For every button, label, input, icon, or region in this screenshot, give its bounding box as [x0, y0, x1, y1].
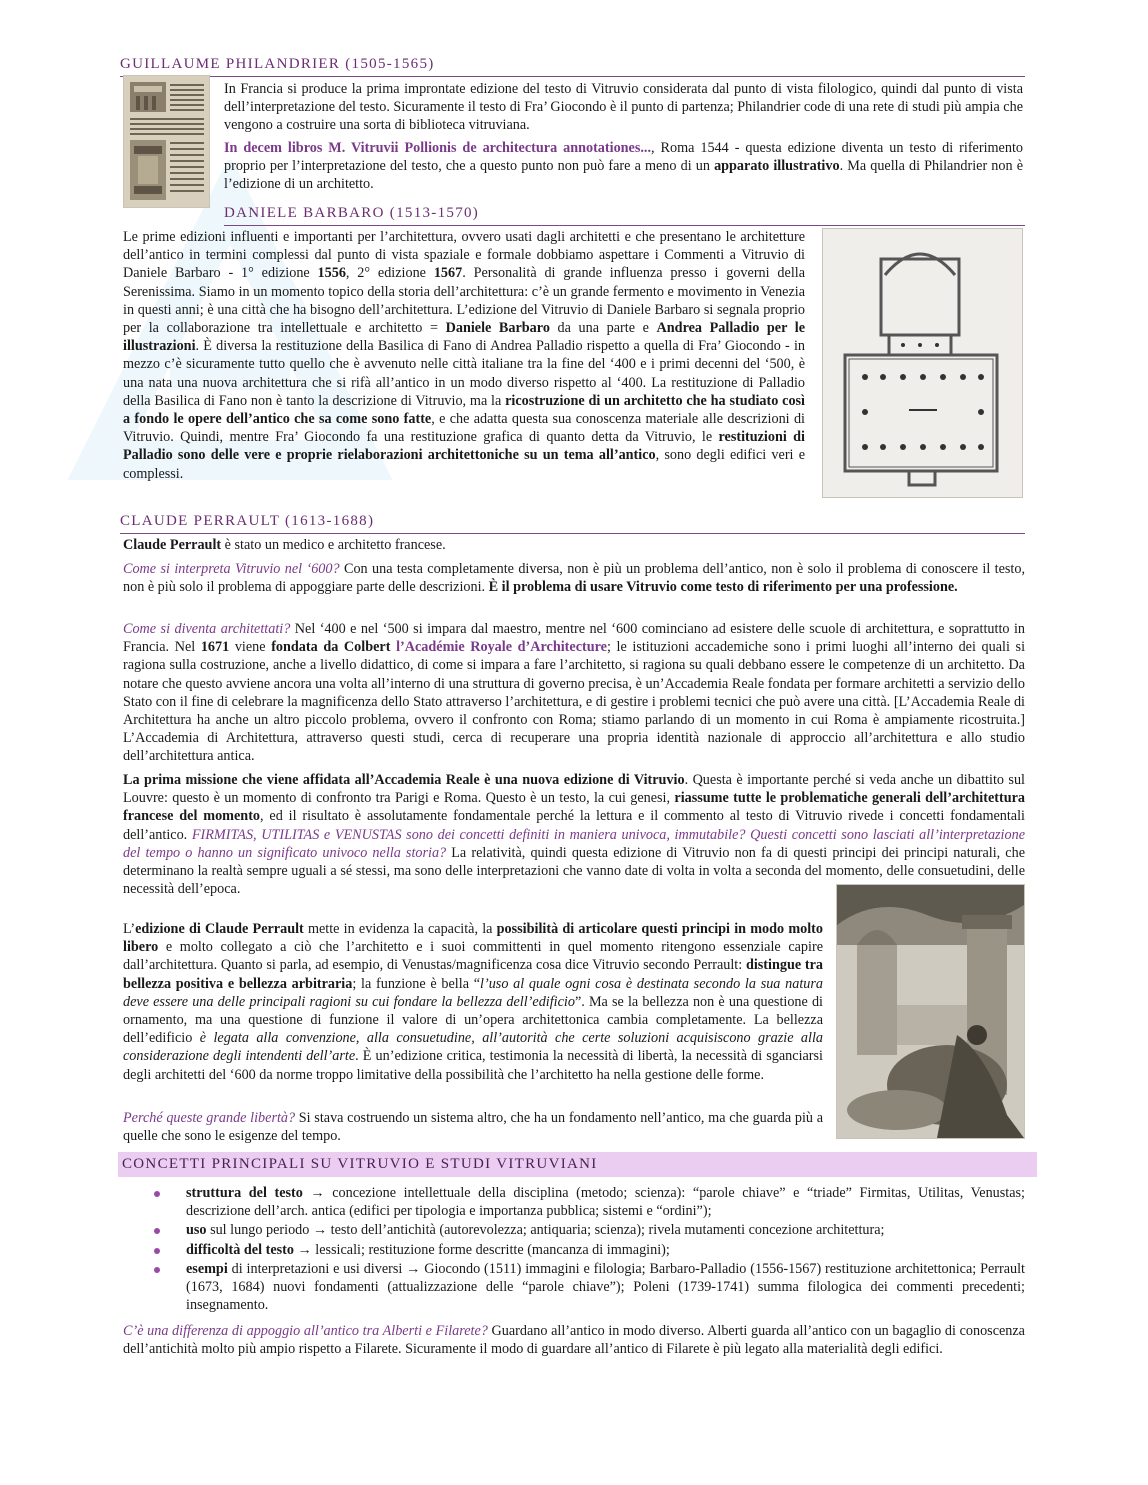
list-item-text: → lessicali; restituzione forme descritte (mancanza di immagini);	[293, 1241, 670, 1258]
perrault-question-1: Come si interpreta Vitruvio nel ‘600?	[123, 561, 340, 577]
perrault-ed-text-g: ; la funzione è bella “	[352, 975, 481, 992]
perrault-triad-question: FIRMITAS, UTILITAS e VENUSTAS sono dei concetti definiti in maniera univoca, immutabile? Questi concetti sono lasciati all’interpretazione del tempo o hanno un significato univoco nella storia?	[123, 826, 1025, 861]
perrault-answer-1-bold: È il problema di usare Vitruvio come testo di riferimento per una professione.	[488, 579, 958, 596]
list-item	[150, 1260, 1025, 1315]
barbaro-text-6: , e che adatta questa sua conoscenza materiale alle descrizioni di Vitruvio. Quindi, mentre Fra’ Giocondo fa una restituzione grafica di quanto detta da Vitruvio, le	[123, 411, 805, 446]
perrault-ed-text-i: ”. Ma se la bellezza non è una questione di ornamento, ma una questione di funzione il valore di un’opera architettonica cambia completamente. La bellezza dell’edificio	[123, 993, 824, 1047]
list-item-bold: esempi	[186, 1260, 228, 1277]
perrault-ed-bold-b: edizione di Claude Perrault	[135, 921, 304, 937]
perrault-mission-paragraph	[123, 771, 1025, 898]
list-item-text: di interpretazioni e usi diversi → Giocondo (1511) immagini e filologia; Barbaro-Palladio (1556-1567) restituzione architettonica; Perrault (1673, 1684) nuovi fondamenti (attualizzazione delle “parole chiave”); Poleni (1739-1741) summa filologica dei commenti precedenti; insegnamento.	[186, 1260, 1025, 1314]
list-item	[150, 1184, 1025, 1220]
perrault-mission-text: . Questa è importante perché si veda anche un dibattito sul Louvre: questo è un momento di confronto tra Parigi e Roma. Questo è un testo, la cui genesi,	[123, 772, 1025, 807]
philandrier-text-end: . Ma quella di Philandrier non è l’edizione di un architetto.	[224, 158, 1024, 193]
barbaro-year-1: 1556	[317, 265, 346, 282]
bullet-icon	[154, 1228, 160, 1234]
barbaro-bold-1: ricostruzione di un architetto che ha studiato così a fondo le opere dell’antico che sa come sono fatte	[123, 392, 805, 428]
heading-concetti: CONCETTI PRINCIPALI SU VITRUVIO E STUDI VITRUVIANI	[118, 1152, 1037, 1177]
barbaro-text-4: da una parte e	[549, 320, 657, 337]
list-item-text: → concezione intellettuale della disciplina (metodo; scienza): “parole chiave” e “triade” Firmitas, Utilitas, Venustas; descrizione dell’arch. antica (edifici per tipologia e importanza pubblica; sistemi e “ordini”);	[186, 1185, 1026, 1220]
perrault-academie: l’Académie Royale d’Architecture	[396, 639, 607, 656]
perrault-intro-text: è stato un medico e architetto francese.	[221, 537, 446, 553]
heading-perrault: CLAUDE PERRAULT (1613-1688)	[120, 513, 1025, 534]
perrault-answer-2a: Nel ‘400 e nel ‘500 si impara dal maestro, mentre nel ‘600 cominciano ad esistere delle scuole di architettura, e soprattutto in Francia. Nel	[123, 621, 1025, 656]
alberti-filarete-answer: Guardano all’antico in modo diverso. Alberti guarda all’antico con un bagaglio di conoscenza dell’antichità molto più ampio rispetto a Filarete. Sicuramente il modo di guardare all’antico di Filarete è più legato alla materialità degli edifici.	[123, 1323, 1025, 1358]
barbaro-text-7: , sono degli edifici veri e complessi.	[123, 447, 805, 482]
perrault-edition-paragraph	[123, 920, 823, 1084]
perrault-answer-1: Con una testa completamente diversa, non è più un problema dell’antico, non è solo il problema di conoscere il testo, non è più solo il problema di appoggiare parte delle descrizioni.	[123, 561, 1025, 596]
perrault-engraving-image	[836, 884, 1025, 1139]
bullet-icon	[154, 1248, 160, 1254]
list-item-bold: uso	[186, 1222, 207, 1239]
barbaro-name-1: Daniele Barbaro	[445, 320, 550, 337]
barbaro-text-3: . Personalità di grande influenza presso i governi della Serenissima. Siamo in un momento topico della storia dell’architettura: c’è un grande fermento e movimento in Venezia in questi anni; è una città che ha bisogno dell’architettura. L’edizione del Vitruvio di Daniele Barbaro si segnala proprio per la collaborazione tra intellettuale e architetto =	[123, 265, 805, 337]
alberti-filarete-paragraph	[123, 1322, 1025, 1358]
list-item-text: sul lungo periodo → testo dell’antichità (autorevolezza; antiquaria; scienza); rivela mutamenti concezione architettura;	[206, 1222, 885, 1239]
philandrier-bold: apparato illustrativo	[714, 158, 840, 175]
perrault-name: Claude Perrault	[123, 537, 222, 553]
perrault-intro	[123, 536, 1025, 554]
perrault-question-3: Perché queste grande libertà?	[123, 1110, 296, 1126]
basilica-fano-plan-image	[822, 228, 1023, 498]
perrault-mission-bold-2: riassume tutte le problematiche generali dell’architettura francese del momento	[123, 790, 1025, 825]
perrault-mission-text-3: La relatività, quindi questa edizione di Vitruvio non fa di questi principi dei principi naturali, che determinano la realtà sempre uguali a sé stessi, ma sono delle interpretazioni che vanno date di volta in volta a seconda del momento, delle consuetudini, delle necessità dell’epoca.	[123, 844, 1025, 898]
barbaro-bold-2: restituzioni di Palladio sono delle vere e proprie rielaborazioni architettoniche su un tema all’antico	[123, 429, 805, 464]
perrault-ed-bold-d: possibilità di articolare questi principi in modo molto libero	[123, 921, 823, 956]
perrault-answer-3: Si stava costruendo un sistema altro, che ha un fondamento nell’antico, ma che guarda più a quelle che sono le esigenze del tempo.	[123, 1110, 823, 1145]
barbaro-text-1: Le prime edizioni influenti e importanti per l’architettura, ovvero usati dagli architetti e che presentano le architetture dell’antico in termini complessi dal punto di vista spaziale e formale dobbiamo aspettare i Commenti a Vitruvio di Daniele Barbaro - 1° edizione	[123, 229, 805, 282]
barbaro-paragraph	[123, 228, 805, 483]
list-item	[150, 1221, 1025, 1239]
perrault-ed-text-a: L’	[123, 921, 136, 937]
concetti-list	[150, 1184, 1025, 1315]
heading-barbaro: DANIELE BARBARO (1513-1570)	[224, 205, 1025, 226]
perrault-colbert: fondata da Colbert	[271, 639, 391, 656]
perrault-ed-text-k: . È un’edizione critica, testimonia la necessità di libertà, la necessità di sganciarsi degli architetti del ‘600 da norme troppo limitative della possibilità che l’architetto ha nella gestione delle forme.	[123, 1048, 823, 1083]
barbaro-year-2: 1567	[433, 265, 463, 282]
list-item	[150, 1241, 1025, 1259]
perrault-mission-text-2: , ed il risultato è assolutamente fondamentale perché la lettura e il commento al testo di Vitruvio rivede i concetti fondamentali dell’antico.	[123, 808, 1025, 843]
perrault-question-2-paragraph	[123, 620, 1025, 766]
perrault-ed-italic-j: è legata alla convenzione, alla consuetudine, all’autorità che certe soluzioni acquisiscono grazie alla considerazione degli intendenti dell’arte	[123, 1030, 823, 1065]
barbaro-text-2: , 2° edizione	[345, 265, 434, 282]
philandrier-paragraph-1: In Francia si produce la prima improntate edizione del testo di Vitruvio considerata dal punto di vista filologico, quindi dal punto di vista dell’interpretazione del testo. Sicuramente il testo di Fra’ Giocondo è il punto di partenza; Philandrier code di una rete di studi più ampia che vengono a costruire una sorta di biblioteca vitruviana.	[224, 81, 1023, 134]
perrault-answer-2c: ; le istituzioni accademiche sono i primi luoghi all’interno dei quali si ragiona sulla costruzione, anche a livello didattico, di come si impara a fare l’architetto, si ragiona su quali debbano essere le competenze di un architetto. Da notare che questo avviene ancora una volta all’interno di una struttura di governo precisa, è un’Accademia Reale fondata per formare architetti a servizio dello Stato con il fine di celebrare la magnificenza dello Stato attraverso l’architettura, e di gestire i problemi tecnici che può avere una città. [L’Accademia Reale di Architettura ha anche un altro piccolo problema, ovvero il confronto con Roma; stiamo parlando di un momento in cui Roma è ampiamente ricostruita.] L’Accademia di Architettura, attraverso questi studi, cerca di recuperare una propria identità nazionale di approccio all’architettura e allo studio dell’architettura antica.	[123, 639, 1026, 765]
barbaro-name-2: Andrea Palladio per le illustrazioni	[123, 320, 805, 355]
perrault-year-1671: 1671	[200, 639, 230, 656]
perrault-ed-bold-f: distingue tra bellezza positiva e bellezza arbitraria	[123, 957, 823, 992]
perrault-ed-text-c: mette in evidenza la capacità, la	[303, 921, 497, 937]
perrault-question-2: Come si diventa architettati?	[123, 621, 291, 637]
philandrier-text: , Roma 1544 - questa edizione diventa un testo di riferimento proprio per l’interpretazione del testo, che a questo punto non può fare a meno di un	[224, 140, 1023, 175]
heading-philandrier: GUILLAUME PHILANDRIER (1505-1565)	[120, 56, 1025, 77]
perrault-question-1-paragraph	[123, 560, 1025, 596]
perrault-ed-text-e: e molto collegato a ciò che l’architetto e i suoi committenti in quel momento ritengono essenziale capire dall’architettura. Quanto si parla, ad esempio, di Venustas/magnificenza cosa dice Vitruvio secondo Perrault:	[123, 939, 823, 974]
list-item-bold: difficoltà del testo	[186, 1241, 294, 1258]
philandrier-paragraph-2	[224, 139, 1023, 194]
philandrier-book-title: In decem libros M. Vitruvii Pollionis de architectura annotationes...	[224, 140, 652, 156]
perrault-question-3-paragraph	[123, 1109, 823, 1145]
bullet-icon	[154, 1191, 160, 1197]
alberti-filarete-question: C’è una differenza di appoggio all’antico tra Alberti e Filarete?	[123, 1323, 488, 1339]
list-item-bold: struttura del testo	[186, 1185, 303, 1201]
perrault-answer-2b: viene	[229, 639, 272, 656]
bullet-icon	[154, 1267, 160, 1273]
barbaro-text-5: . È diversa la restituzione della Basilica di Fano di Andrea Palladio rispetto a quella di Fra’ Giocondo - in mezzo c’è sicuramente tutto quello che è avvenuto nelle città italiane tra la fine del ‘400 e i primi decenni del ‘500, è una nata una nuova architettura che si rifà all’antico in un modo diverso rispetto al ‘400. La restituzione di Palladio della Basilica di Fano non è tanto la descrizione di Vitruvio, ma la	[123, 338, 805, 409]
philandrier-book-image	[123, 75, 210, 208]
perrault-ed-italic-h: l’uso al quale ogni cosa è destinata secondo la sua natura deve essere una delle principali ragioni su cui fondare la bellezza dell’edificio	[123, 975, 823, 1010]
perrault-mission-bold: La prima missione che viene affidata all’Accademia Reale è una nuova edizione di Vitruvio	[123, 772, 685, 788]
